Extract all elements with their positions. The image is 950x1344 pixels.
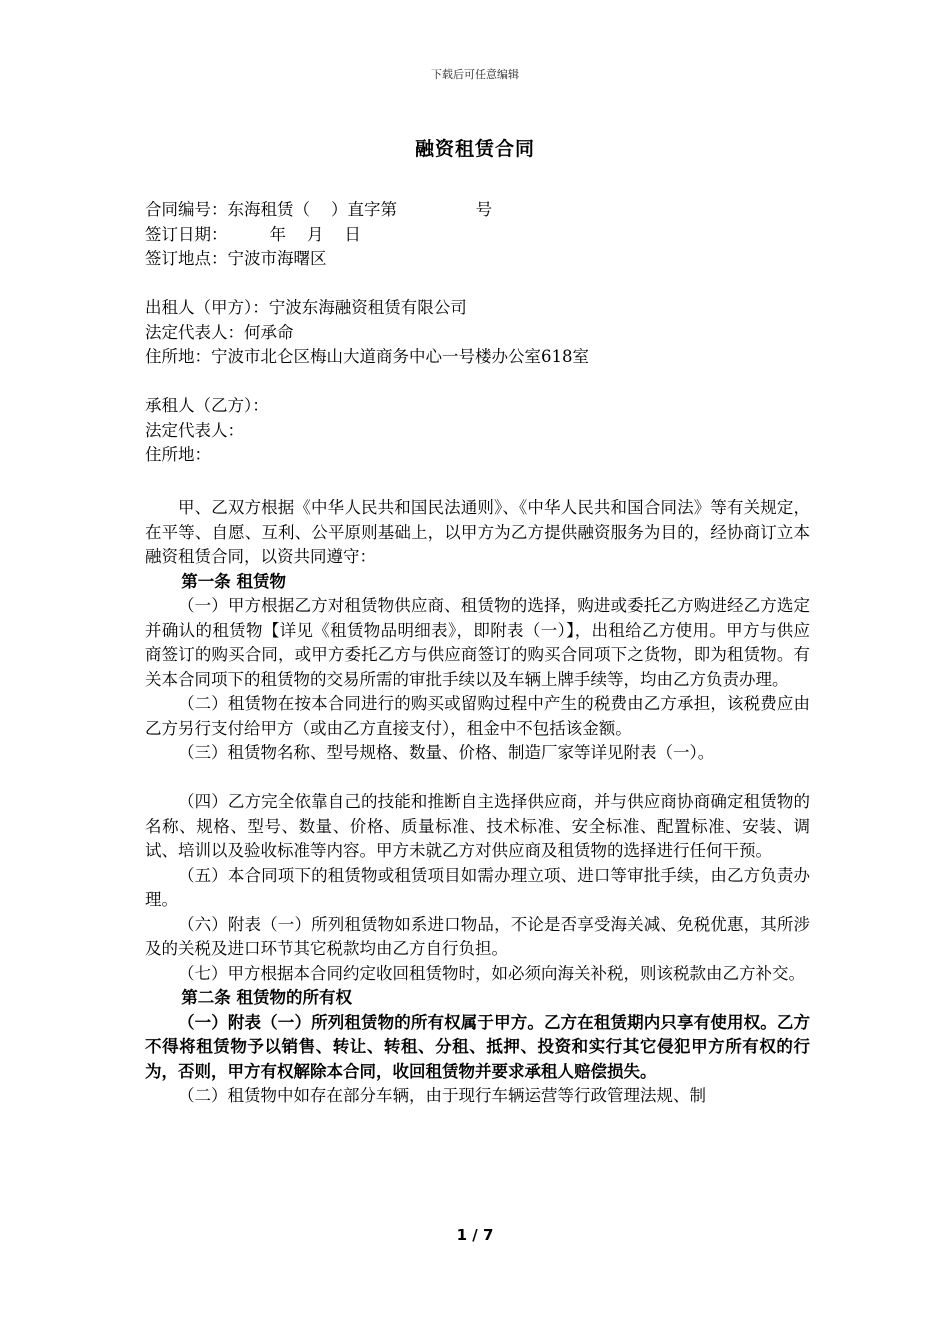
article1-item-3: （三）租赁物名称、型号规格、数量、价格、制造厂家等详见附表（一）。 bbox=[178, 743, 715, 762]
preamble-paragraph: 甲、乙双方根据《中华人民共和国民法通则》、《中华人民共和国合同法》等有关规定，在平等、自愿、互利、公平原则基础上，以甲方为乙方提供融资服务为目的，经协商订立本融资租赁合同，以资共同遵守： bbox=[145, 498, 810, 566]
signing-place: 签订地点：宁波市海曙区 bbox=[145, 249, 327, 268]
article2-item-1: （一）附表（一）所列租赁物的所有权属于甲方。乙方在租赁期内只享有使用权。乙方不得将租赁物予以销售、转让、转租、分租、抵押、投资和实行其它侵犯甲方所有权的行为，否则，甲方有权解除本合同，收回租赁物并要求承租人赔偿损失。 bbox=[145, 1012, 810, 1081]
signing-date: 签订日期： 年 月 日 bbox=[145, 224, 361, 244]
lessee-address: 住所地： bbox=[145, 445, 211, 464]
lessor-name: 出租人（甲方）：宁波东海融资租赁有限公司 bbox=[145, 298, 467, 317]
contract-number: 合同编号：东海租赁（ ）直字第 号 bbox=[145, 200, 493, 219]
article1-item-1: （一）甲方根据乙方对租赁物供应商、租赁物的选择，购进或委托乙方购进经乙方选定并确认的租赁物【详见《租赁物品明细表》，即附表（一）】，出租给乙方使用。甲方与供应商签订的购买合同，或甲方委托乙方与供应商签订的购买合同项下之货物，即为租赁物。有关本合同项下的租赁物的交易所需的审批手续以及车辆上牌手续等，均由乙方负责办理。 bbox=[145, 596, 810, 689]
lessor-representative: 法定代表人：何承命 bbox=[145, 322, 294, 342]
article1-item-2: （二）租赁物在按本合同进行的购买或留购过程中产生的税费由乙方承担，该税费应由乙方另行支付给甲方（或由乙方直接支付），租金中不包括该金额。 bbox=[145, 694, 810, 738]
lessee-name: 承租人（乙方）： bbox=[145, 396, 269, 415]
lessor-address: 住所地：宁波市北仑区梅山大道商务中心一号楼办公室618室 bbox=[145, 347, 589, 366]
contract-meta-section bbox=[145, 198, 810, 468]
page-header: 下载后可任意编辑 bbox=[431, 68, 519, 81]
page-number: 1 / 7 bbox=[456, 1226, 494, 1244]
article1-item-4: （四）乙方完全依靠自己的技能和推断自主选择供应商，并与供应商协商确定租赁物的名称、规格、型号、数量、价格、质量标准、技术标准、安全标准、配置标准、安装、调试、培训以及验收标准等内容。甲方未就乙方对供应商及租赁物的选择进行任何干预。 bbox=[145, 792, 810, 860]
article1-item-6: （六）附表（一）所列租赁物如系进口物品，不论是否享受海关减、免税优惠，其所涉及的关税及进口环节其它税款均由乙方自行负担。 bbox=[145, 914, 810, 958]
article2-item-2: （二）租赁物中如存在部分车辆，由于现行车辆运营等行政管理法规、制 bbox=[178, 1086, 706, 1105]
article1-item-7: （七）甲方根据本合同约定收回租赁物时，如必须向海关补税，则该税款由乙方补交。 bbox=[178, 963, 805, 983]
article2-heading: 第二条 租赁物的所有权 bbox=[181, 988, 353, 1007]
document-title: 融资租赁合同 bbox=[414, 138, 535, 160]
article1-item-5: （五）本合同项下的租赁物或租赁项目如需办理立项、进口等审批手续，由乙方负责办理。 bbox=[145, 865, 810, 909]
article1-heading: 第一条 租赁物 bbox=[181, 571, 287, 591]
contract-body bbox=[145, 496, 810, 1109]
lessee-representative: 法定代表人： bbox=[145, 420, 244, 440]
